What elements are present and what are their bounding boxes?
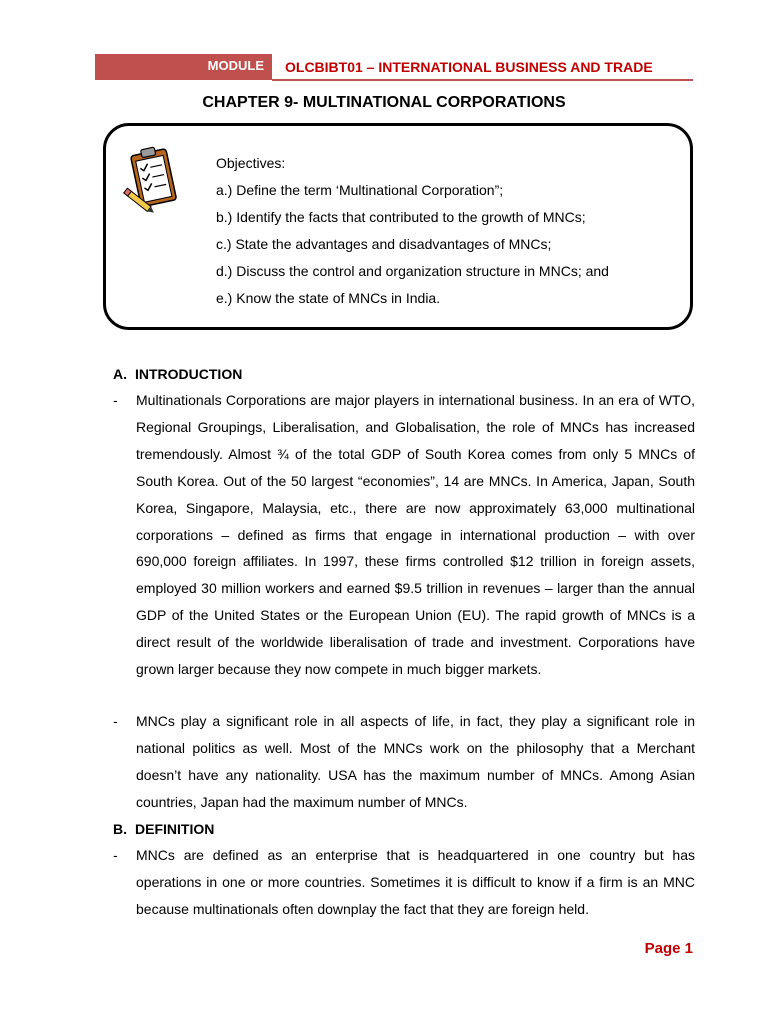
clipboard-icon — [122, 144, 184, 216]
module-header — [95, 54, 693, 80]
objective-item: d.) Discuss the control and organization structure in MNCs; and — [216, 263, 609, 279]
objective-item: b.) Identify the facts that contributed to the growth of MNCs; — [216, 209, 586, 225]
objectives-title: Objectives: — [216, 155, 286, 171]
course-title: OLCBIBT01 – INTERNATIONAL BUSINESS AND TRADE — [285, 59, 653, 75]
section-heading-definition — [113, 821, 214, 837]
paragraph-text: MNCs are defined as an enterprise that is headquartered in one country but has operations in one or more countries. Sometimes it is difficult to know if a firm is an MNC because multinationals often downplay the fact that they are foreign held. — [136, 847, 695, 917]
dash-bullet: - — [113, 713, 118, 729]
section-heading-introduction — [113, 366, 242, 382]
section-title: DEFINITION — [135, 821, 215, 837]
section-title: INTRODUCTION — [135, 366, 243, 382]
objective-item: a.) Define the term ‘Multinational Corporation”; — [216, 182, 504, 198]
paragraph-text: Multinationals Corporations are major players in international business. In an era of WTO, Regional Groupings, Liberalisation, and Globalisation, the role of MNCs has increased tremendously. Almost ¾ of the total GDP of South Korea comes from only 5 MNCs of South Korea. Out of the 50 largest “economies”, 14 are MNCs. In America, Japan, South Korea, Singapore, Malaysia, etc., there are now approximately 63,000 multinational corporations – defined as firms that engage in international production – with over 690,000 foreign affiliates. In 1997, these firms controlled $12 trillion in foreign assets, employed 30 million workers and earned $9.5 trillion in revenues – larger than the annual GDP of the United States or the European Union (EU). The rapid growth of MNCs is a direct result of the worldwide liberalisation of trade and investment. Corporations have grown larger because they now compete in much bigger markets. — [136, 392, 695, 678]
dash-bullet: - — [113, 847, 118, 863]
section-label: A. — [113, 366, 127, 382]
paragraph-text: MNCs play a significant role in all aspects of life, in fact, they play a significant role in national politics as well. Most of the MNCs work on the philosophy that a Merchant doesn’t have any nationality. USA has the maximum number of MNCs. Among Asian countries, Japan had the maximum number of MNCs. — [136, 713, 695, 810]
paragraph — [113, 387, 695, 683]
header-rule — [272, 79, 693, 81]
objectives-list — [216, 150, 609, 312]
chapter-title: CHAPTER 9- MULTINATIONAL CORPORATIONS — [202, 94, 566, 111]
objective-item: e.) Know the state of MNCs in India. — [216, 290, 441, 306]
module-label: MODULE — [95, 54, 272, 80]
dash-bullet: - — [113, 392, 118, 408]
page-number: Page 1 — [644, 940, 693, 957]
paragraph — [113, 842, 695, 923]
paragraph — [113, 708, 695, 816]
objective-item: c.) State the advantages and disadvantages of MNCs; — [216, 236, 552, 252]
section-label: B. — [113, 821, 127, 837]
objectives-box — [103, 123, 693, 330]
